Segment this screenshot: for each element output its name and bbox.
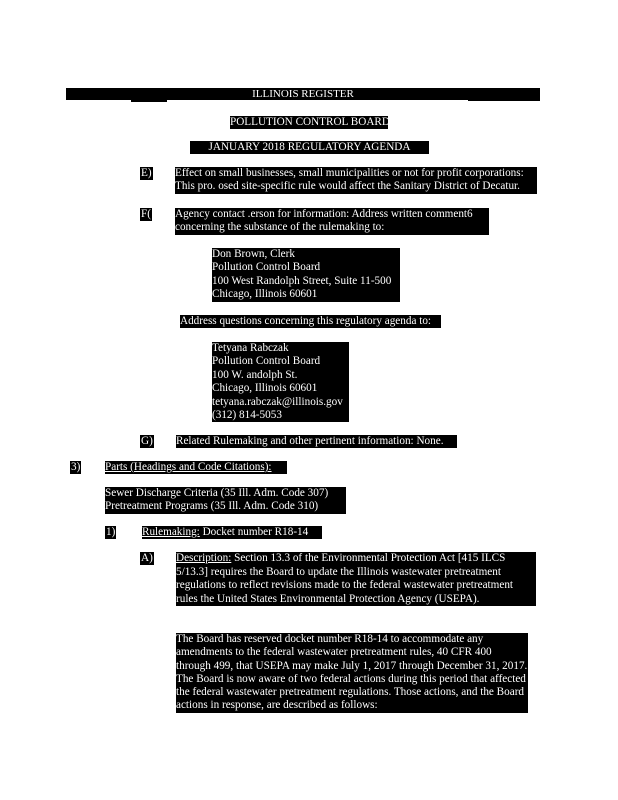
- contact-address-clerk: [212, 248, 400, 302]
- contact-2-email[interactable]: tetyana.rabczak@illinois.gov: [212, 395, 343, 408]
- contact-address-agenda: [212, 342, 349, 422]
- rulemaking-docket: [142, 526, 322, 539]
- parts-heading: Parts (Headings and Code Citations):: [105, 461, 287, 474]
- item-e-line-2: This pro. osed site-specific rule would affect the Sanitary District of Decatur.: [175, 180, 520, 193]
- description-paragraph: [176, 552, 536, 606]
- docket-paragraph: The Board has reserved docket number R18-14 to accommodate any amendments to the federal wastewater pretreatment rules, 40 CFR 400 through 499, that USEPA may make July 1, 2017 through December 31, 2017. The Board is now aware of two federal actions during this period that affected the federal wastewater pretreatment regulations. Those actions, and the Board actions in response, are described as follows:: [176, 633, 528, 712]
- item-g-label: G): [141, 435, 153, 447]
- contact-2-line: 100 W. andolph St.: [212, 368, 298, 381]
- description-text: Section 13.3 of the Environmental Protection Act [415 ILCS 5/13.3] requires the Board to update the Illinois wastewater pretreatment regulations to reflect revisions made to the federal wastewater pretreatment rules the United States Environmental Protection Agency (USEPA).: [176, 552, 514, 605]
- item-f-text: [175, 208, 489, 235]
- header-rule-left: [131, 100, 167, 102]
- item-a-label: A): [141, 552, 153, 564]
- header-rule-right: [468, 100, 540, 101]
- item-e-text: [175, 167, 537, 194]
- rulemaking-heading: Rulemaking:: [142, 526, 200, 538]
- register-header: ILLINOIS REGISTER: [66, 88, 540, 100]
- item-f-line-2: concerning the substance of the rulemaking to:: [175, 221, 385, 234]
- contact-2-line: Chicago, Illinois 60601: [212, 382, 318, 395]
- item-1-label: 1): [106, 526, 116, 538]
- part-item: Pretreatment Programs (35 Ill. Adm. Code 310): [105, 500, 319, 513]
- contact-1-line: Pollution Control Board: [212, 261, 321, 274]
- part-item: Sewer Discharge Criteria (35 Ill. Adm. Code 307): [105, 487, 329, 499]
- agenda-title: JANUARY 2018 REGULATORY AGENDA: [190, 141, 429, 154]
- contact-2-line: Tetyana Rabczak: [212, 342, 289, 354]
- contact-2-line: Pollution Control Board: [212, 355, 321, 368]
- contact-1-line: Don Brown, Clerk: [212, 248, 295, 260]
- address-questions-text: Address questions concerning this regulatory agenda to:: [180, 315, 441, 328]
- item-f-line-1: Agency contact .erson for information: Address written comment6: [175, 208, 473, 220]
- contact-1-line: Chicago, Illinois 60601: [212, 288, 318, 301]
- item-f-label: F(: [141, 208, 151, 220]
- section-3-label: 3): [71, 461, 81, 473]
- item-e-label: E): [141, 167, 152, 179]
- item-g-text: Related Rulemaking and other pertinent information: None.: [176, 435, 457, 448]
- parts-list: [105, 487, 346, 514]
- contact-1-line: 100 West Randolph Street, Suite 11-500: [212, 274, 392, 287]
- board-title: POLLUTION CONTROL BOARD: [230, 116, 390, 128]
- rulemaking-text: Docket number R18-14: [199, 526, 309, 538]
- description-label: Description:: [176, 552, 232, 564]
- contact-2-phone: (312) 814-5053: [212, 409, 282, 422]
- item-e-line-1: Effect on small businesses, small municipalities or not for profit corporations:: [175, 167, 524, 179]
